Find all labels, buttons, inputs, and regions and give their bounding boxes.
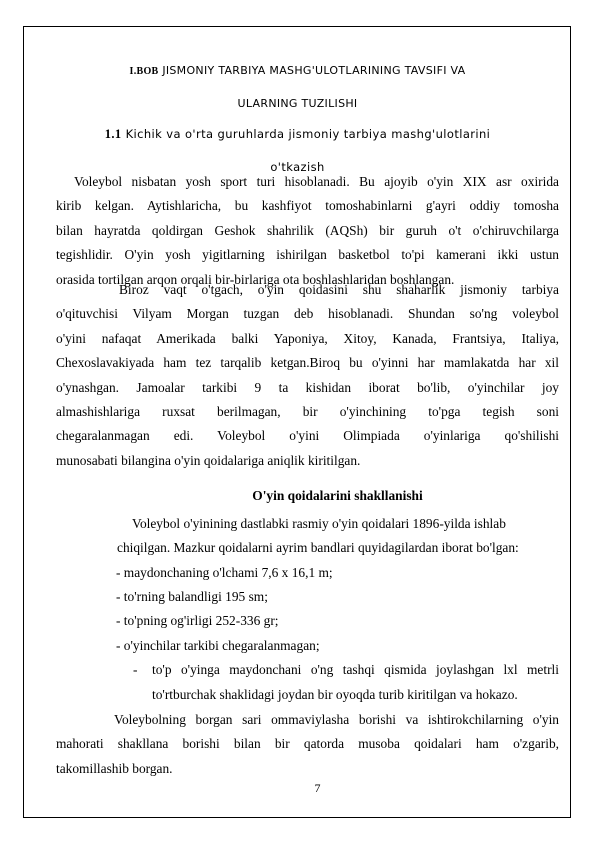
list-item-team-size: - o'yinchilar tarkibi chegaralanmagan;	[116, 638, 320, 653]
list-item-court-size: - maydonchaning o'lchami 7,6 x 16,1 m;	[116, 565, 333, 580]
paragraph-1-line-3: bilan hayratda qoldirgan Geshok shahrilik (AQSh) bir guruh o't o'chiruvchilarga	[56, 222, 559, 238]
section-title-part-1: Kichik va o'rta guruhlarda jismoniy tarbiya mashg'ulotlarini	[125, 127, 491, 141]
paragraph-4-line-3: takomillashib borgan.	[56, 760, 173, 776]
paragraph-2-line-4: Chexoslavakiyada ham tez tarqalib ketgan.Biroq bu o'yinni har mamlakatda har xil	[56, 355, 559, 371]
paragraph-2-line-7: chegaralanmagan edi. Voleybol o'yini Olimpiada o'yinlariga qo'shilishi	[56, 428, 559, 444]
paragraph-2	[56, 278, 559, 473]
dash-item-line-1	[152, 658, 559, 682]
subheading: O'yin qoidalarini shakllanishi	[252, 488, 423, 503]
list-item-net-height: - to'rning balandligi 195 sm;	[116, 589, 268, 604]
paragraph-1	[56, 170, 559, 292]
paragraph-2-line-3: o'yini nafaqat Amerikada balki Yaponiya, Xitoy, Kanada, Frantsiya, Italiya,	[56, 330, 559, 346]
dash-item-line-2: to'rtburchak shaklidagi joydan bir oyoqda turib kiritilgan va hokazo.	[152, 687, 518, 702]
paragraph-1-line-5: orasida tortilgan arqon orqali bir-birlariga ota boshlashlaridan boshlangan.	[56, 271, 455, 287]
chapter-heading-line-1	[0, 64, 595, 77]
chapter-title-part-1: JISMONIY TARBIYA MASHG'ULOTLARINING TAVSIFI VA	[162, 64, 466, 77]
chapter-heading-line-2	[0, 97, 595, 110]
paragraph-4	[56, 708, 559, 781]
chapter-title-part-2: ULARNING TUZILISHI	[237, 97, 358, 110]
dash-item-text-1: to'p o'yinga maydonchani o'ng tashqi qismida joylashgan lxl metrli	[152, 662, 559, 677]
paragraph-3-line-1: Voleybol o'yinining dastlabki rasmiy o'yin qoidalari 1896-yilda ishlab	[132, 516, 506, 531]
section-heading-line-1	[0, 127, 595, 142]
paragraph-2-line-2: o'qituvchisi Vilyam Morgan tuzgan deb hisoblanadi. Shundan so'ng voleybol	[56, 306, 559, 322]
dash-item-marker: -	[133, 662, 138, 677]
page-number: 7	[314, 781, 321, 795]
paragraph-3-line-2: chiqilgan. Mazkur qoidalarni ayrim bandlari quyidagilardan iborat bo'lgan:	[117, 540, 519, 555]
section-title-part-2: o'tkazish	[270, 160, 325, 174]
paragraph-2-line-1: Biroz vaqt o'tgach, o'yin qoidasini shu shaharlik jismoniy tarbiya	[119, 282, 559, 297]
paragraph-2-line-8: munosabati bilangina o'yin qoidalariga aniqlik kiritilgan.	[56, 452, 361, 468]
paragraph-4-line-2: mahorati shakllana borishi bilan bir qatorda musoba qoidalari ham o'zgarib,	[56, 736, 559, 752]
paragraph-4-line-1: Voleybolning borgan sari ommaviylasha borishi va ishtirokchilarning o'yin	[114, 712, 559, 727]
list-item-ball-weight: - to'pning og'irligi 252-336 gr;	[116, 613, 279, 628]
section-number: 1.1	[104, 127, 122, 141]
paragraph-2-line-5: o'ynashgan. Jamoalar tarkibi 9 ta kishidan iborat bo'lib, o'yinchilar joy	[56, 379, 559, 395]
paragraph-2-line-6: almashishlariga ruxsat berilmagan, bir o'yinchining to'pga tegish soni	[56, 403, 559, 419]
paragraph-1-line-4: tegishlidir. O'yin yosh yigitlarning ishirilgan basketbol to'pi kamerani ikki ustun	[56, 247, 559, 263]
paragraph-1-line-1: Voleybol nisbatan yosh sport turi hisoblanadi. Bu ajoyib o'yin XIX asr oxirida	[74, 174, 559, 189]
chapter-prefix: I.BOB	[129, 66, 159, 77]
paragraph-1-line-2: kirib kelgan. Aytishlaricha, bu kashfiyot tomoshabinlarni g'ayri oddiy tomosha	[56, 198, 559, 214]
